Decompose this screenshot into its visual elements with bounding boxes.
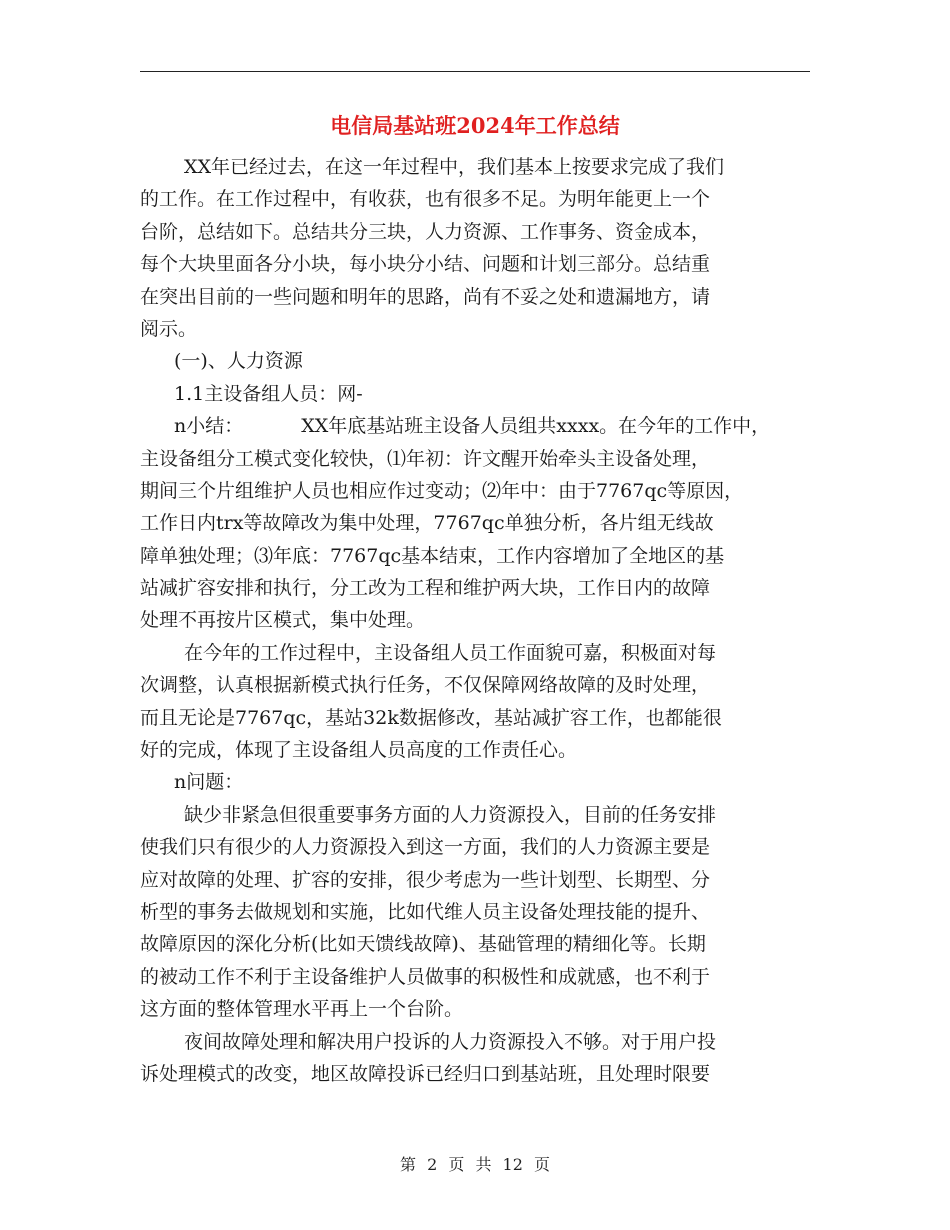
header-rule	[140, 71, 810, 72]
body-line: 的工作。在工作过程中，有收获，也有很多不足。为明年能更上一个	[140, 188, 711, 211]
body-line: 工作日内trx等故障改为集中处理，7767qc单独分析，各片组无线故	[140, 512, 714, 535]
body-line: 故障原因的深化分析(比如天馈线故障)、基础管理的精细化等。长期	[140, 933, 706, 956]
body-line: 析型的事务去做规划和实施，比如代维人员主设备处理技能的提升、	[140, 900, 711, 923]
body-line: 次调整，认真根据新模式执行任务，不仅保障网络故障的及时处理，	[140, 674, 711, 697]
document-body	[140, 151, 812, 1090]
body-line: 使我们只有很少的人力资源投入到这一方面，我们的人力资源主要是	[140, 836, 711, 859]
section-heading: (一)、人力资源	[174, 350, 303, 373]
body-line: 夜间故障处理和解决用户投诉的人力资源投入不够。对于用户投	[184, 1030, 717, 1053]
body-line: 期间三个片组维护人员也相应作过变动；⑵年中：由于7767qc等原因，	[140, 479, 744, 502]
body-line: 缺少非紧急但很重要事务方面的人力资源投入，目前的任务安排	[184, 803, 717, 826]
body-line: 这方面的整体管理水平再上一个台阶。	[140, 998, 464, 1021]
subsection-heading: 1.1主设备组人员：网-	[174, 382, 363, 405]
body-line: 的被动工作不利于主设备维护人员做事的积极性和成就感，也不利于	[140, 965, 711, 988]
body-line: 台阶，总结如下。总结共分三块，人力资源、工作事务、资金成本，	[140, 220, 711, 243]
document-title: 电信局基站班2024年工作总结	[330, 113, 620, 138]
summary-line	[140, 410, 812, 442]
body-line: 应对故障的处理、扩容的安排，很少考虑为一些计划型、长期型、分	[140, 868, 711, 891]
body-line: 而且无论是7767qc，基站32k数据修改，基站减扩容工作，也都能很	[140, 706, 722, 729]
summary-text: XX年底基站班主设备人员组共xxxx。在今年的工作中，	[301, 415, 771, 438]
body-line: 处理不再按片区模式，集中处理。	[140, 609, 426, 632]
body-line: 诉处理模式的改变，地区故障投诉已经归口到基站班，且处理时限要	[140, 1062, 711, 1085]
body-line: 障单独处理；⑶年底：7767qc基本结束，工作内容增加了全地区的基	[140, 544, 725, 567]
body-line: 站减扩容安排和执行，分工改为工程和维护两大块，工作日内的故障	[140, 577, 711, 600]
body-line: 在突出目前的一些问题和明年的思路，尚有不妥之处和遗漏地方，请	[140, 285, 711, 308]
body-line: 阅示。	[140, 317, 198, 340]
summary-label: n小结：	[174, 415, 244, 438]
body-line: XX年已经过去，在这一年过程中，我们基本上按要求完成了我们	[184, 156, 725, 178]
body-line: 在今年的工作过程中，主设备组人员工作面貌可嘉，积极面对每	[184, 641, 717, 664]
page-number: 第 2 页 共 12 页	[400, 1155, 550, 1174]
body-line: 主设备组分工模式变化较快，⑴年初：许文醒开始牵头主设备处理，	[140, 447, 711, 470]
body-line: 好的完成，体现了主设备组人员高度的工作责任心。	[140, 739, 578, 762]
body-line: 每个大块里面各分小块，每小块分小结、问题和计划三部分。总结重	[140, 253, 711, 276]
problem-heading: n问题：	[174, 771, 244, 794]
